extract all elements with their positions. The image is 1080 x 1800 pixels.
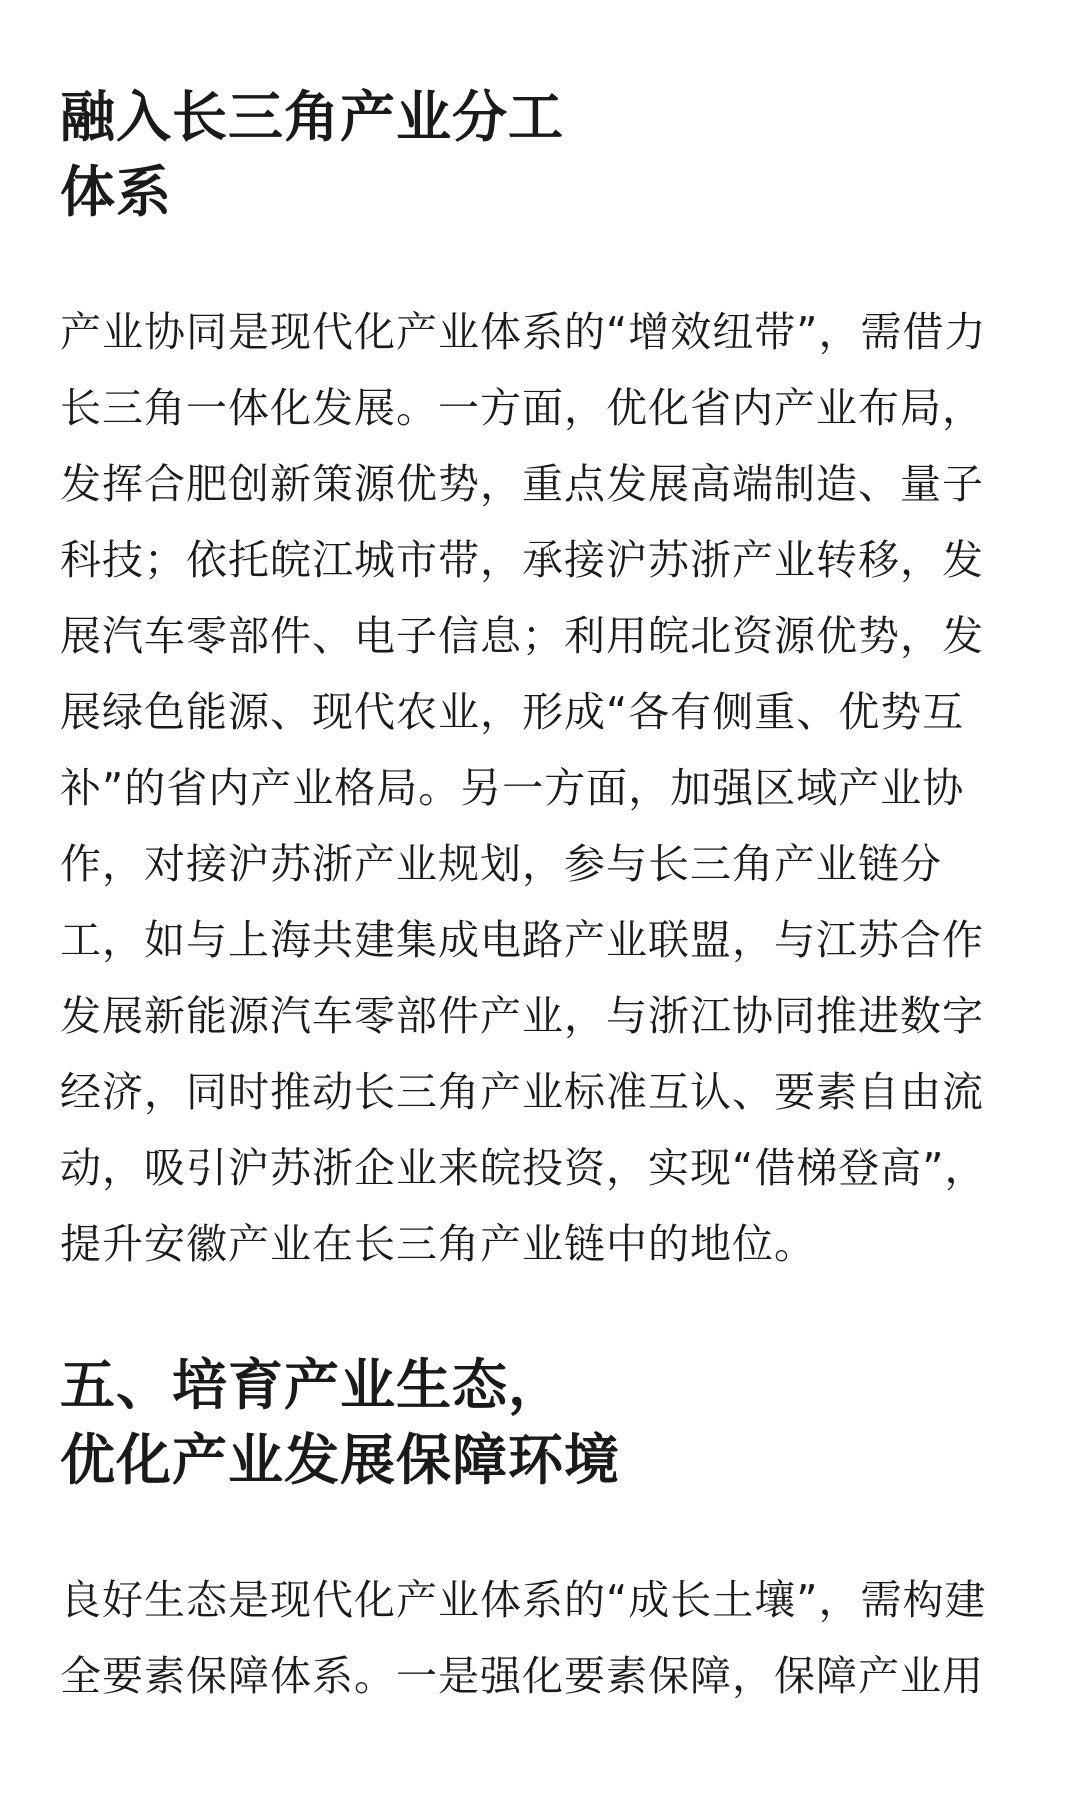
section-paragraph: [60, 1562, 1030, 1714]
paragraph-line: 产业协同是现代化产业体系的“增效纽带”，需借力: [60, 308, 987, 356]
paragraph-line: 长三角一体化发展。一方面，优化省内产业布局，: [60, 384, 984, 432]
paragraph-line: 良好生态是现代化产业体系的“成长土壤”，需构建: [60, 1576, 987, 1624]
heading-line: 优化产业发展保障环境: [60, 1428, 621, 1492]
paragraph-line: 作，对接沪苏浙产业规划，参与长三角产业链分: [60, 840, 942, 888]
paragraph-line: 展绿色能源、现代农业，形成“各有侧重、优势互: [60, 688, 965, 736]
paragraph-line: 提升安徽产业在长三角产业链中的地位。: [60, 1220, 816, 1268]
paragraph-line: 发展新能源汽车零部件产业，与浙江协同推进数字: [60, 992, 984, 1040]
paragraph-line: 动，吸引沪苏浙企业来皖投资，实现“借梯登高”，: [60, 1144, 987, 1192]
paragraph-line: 展汽车零部件、电子信息；利用皖北资源优势，发: [60, 612, 984, 660]
paragraph-line: 经济，同时推动长三角产业标准互认、要素自由流: [60, 1068, 984, 1116]
paragraph-line: 科技；依托皖江城市带，承接沪苏浙产业转移，发: [60, 536, 984, 584]
section-heading: [60, 1348, 1030, 1498]
section-heading: [60, 80, 1030, 230]
paragraph-line: 补”的省内产业格局。另一方面，加强区域产业协: [60, 764, 965, 812]
heading-line: 体系: [60, 160, 173, 224]
paragraph-line: 工，如与上海共建集成电路产业联盟，与江苏合作: [60, 916, 984, 964]
section-paragraph: [60, 294, 1030, 1282]
heading-line: 融入长三角产业分工: [60, 85, 565, 149]
paragraph-line: 全要素保障体系。一是强化要素保障，保障产业用: [60, 1652, 984, 1700]
paragraph-line: 发挥合肥创新策源优势，重点发展高端制造、量子: [60, 460, 984, 508]
heading-line: 五、培育产业生态，: [60, 1353, 565, 1417]
article-body: [60, 0, 1030, 1714]
